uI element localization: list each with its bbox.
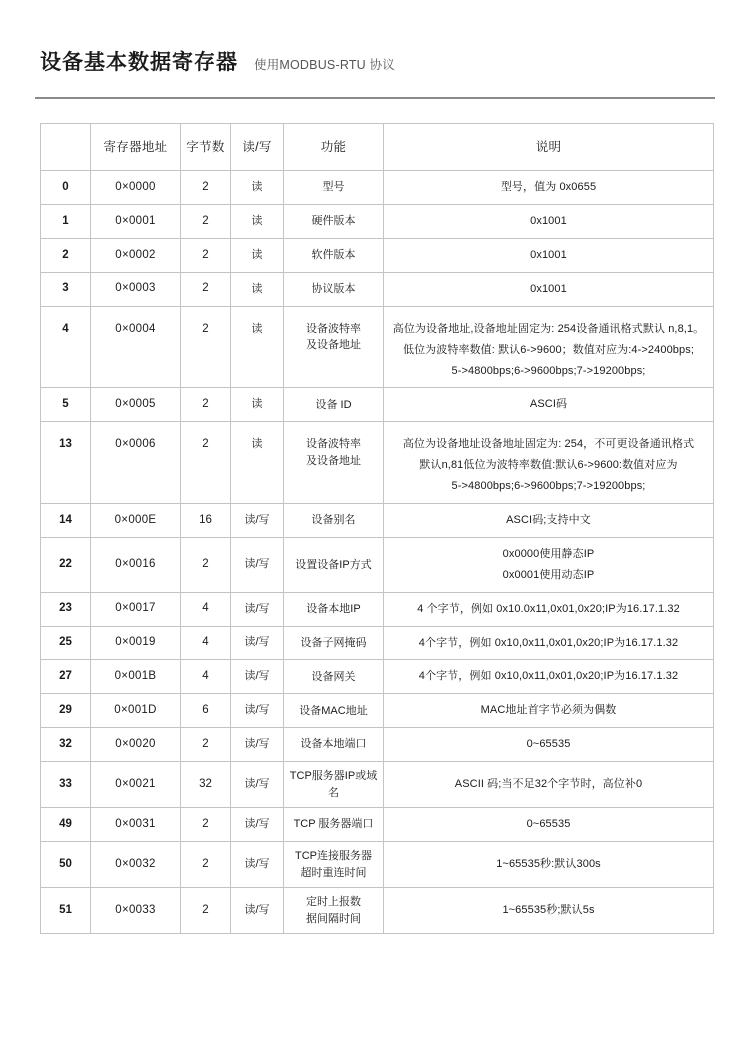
cell-bytes: 2	[181, 272, 231, 306]
table-body	[41, 171, 714, 934]
cell-rw: 读	[231, 272, 284, 306]
cell-line: 高位为设备地址,设备地址固定为: 254设备通讯格式默认 n,8,1。	[392, 322, 705, 335]
table-row	[41, 422, 714, 504]
cell-bytes: 2	[181, 422, 231, 504]
cell-lines	[288, 281, 379, 298]
cell-line: 4个字节，例如 0x10,0x11,0x01,0x20;IP为16.17.1.32	[418, 670, 679, 683]
cell-lines	[388, 700, 709, 721]
cell-line: 超时重连时间	[300, 866, 367, 879]
cell-line: 硬件版本	[311, 215, 356, 228]
cell-func	[284, 694, 384, 728]
cell-line: 定时上报数	[306, 896, 361, 908]
cell-addr: 0×0004	[91, 306, 181, 388]
cell-bytes: 2	[181, 306, 231, 388]
cell-lines	[288, 397, 379, 414]
cell-line: 设备本地端口	[300, 738, 367, 751]
cell-lines	[288, 179, 379, 196]
cell-rw: 读	[231, 388, 284, 422]
cell-desc	[384, 422, 714, 504]
cell-lines	[388, 394, 709, 415]
cell-index: 13	[41, 422, 91, 504]
cell-desc	[384, 537, 714, 592]
cell-line: 设置设备IP方式	[295, 558, 372, 571]
cell-lines	[288, 557, 379, 574]
cell-index: 4	[41, 306, 91, 388]
cell-func	[284, 422, 384, 504]
cell-rw: 读/写	[231, 592, 284, 626]
table-row	[41, 306, 714, 388]
table-row	[41, 388, 714, 422]
cell-desc	[384, 503, 714, 537]
cell-line: MAC地址首字节必须为偶数	[480, 704, 617, 717]
table-row	[41, 808, 714, 842]
cell-lines	[388, 434, 709, 497]
cell-bytes: 2	[181, 808, 231, 842]
cell-line: 4 个字节，例如 0x10.0x11,0x01,0x20;IP为16.17.1.32	[417, 602, 680, 615]
cell-line: 0x1001	[530, 215, 567, 228]
cell-func	[284, 537, 384, 592]
cell-addr: 0×0002	[91, 238, 181, 272]
cell-rw: 读/写	[231, 660, 284, 694]
cell-line: 设备MAC地址	[299, 704, 368, 717]
cell-func	[284, 306, 384, 388]
cell-rw: 读	[231, 238, 284, 272]
cell-bytes: 4	[181, 592, 231, 626]
cell-line: 0x1001	[530, 248, 567, 261]
column-header-desc: 说明	[384, 124, 714, 171]
cell-line: 0x0001使用动态IP	[502, 568, 595, 581]
cell-addr: 0×000E	[91, 503, 181, 537]
cell-addr: 0×0033	[91, 888, 181, 934]
cell-addr: 0×0001	[91, 205, 181, 239]
cell-lines	[288, 768, 379, 801]
cell-lines	[288, 736, 379, 753]
cell-line: 设备本地IP	[306, 602, 361, 615]
table-row	[41, 694, 714, 728]
cell-line: 设备波特率	[306, 322, 361, 335]
cell-index: 32	[41, 728, 91, 762]
cell-addr: 0×0021	[91, 762, 181, 808]
cell-lines	[388, 245, 709, 266]
cell-func	[284, 842, 384, 888]
cell-func	[284, 272, 384, 306]
column-header-rw: 读/写	[231, 124, 284, 171]
cell-lines	[388, 279, 709, 300]
cell-addr: 0×0005	[91, 388, 181, 422]
cell-line: 默认n,81低位为波特率数值:默认6->9600:数值对应为	[419, 459, 678, 472]
cell-lines	[288, 635, 379, 652]
cell-line: TCP服务器IP或域名	[289, 770, 378, 799]
cell-addr: 0×0016	[91, 537, 181, 592]
register-table-container	[40, 123, 713, 934]
cell-line: 0~65535	[526, 738, 571, 751]
cell-addr: 0×0017	[91, 592, 181, 626]
cell-func	[284, 626, 384, 660]
cell-func	[284, 238, 384, 272]
cell-index: 33	[41, 762, 91, 808]
cell-lines	[388, 900, 709, 921]
cell-line: ASCI码;支持中文	[506, 513, 591, 526]
cell-bytes: 4	[181, 626, 231, 660]
cell-lines	[288, 703, 379, 720]
cell-func	[284, 660, 384, 694]
page-title: 设备基本数据寄存器	[40, 51, 238, 74]
cell-lines	[288, 669, 379, 686]
cell-line: TCP 服务器端口	[293, 818, 374, 831]
cell-desc	[384, 272, 714, 306]
table-row	[41, 842, 714, 888]
cell-addr: 0×0003	[91, 272, 181, 306]
column-header-func: 功能	[284, 124, 384, 171]
cell-desc	[384, 388, 714, 422]
cell-bytes: 2	[181, 888, 231, 934]
cell-bytes: 2	[181, 842, 231, 888]
cell-index: 22	[41, 537, 91, 592]
cell-desc	[384, 238, 714, 272]
cell-addr: 0×0019	[91, 626, 181, 660]
table-row	[41, 592, 714, 626]
cell-desc	[384, 205, 714, 239]
cell-line: 5->4800bps;6->9600bps;7->19200bps;	[451, 364, 646, 377]
cell-line: 低位为波特率数值: 默认6->9600；数值对应为:4->2400bps;	[402, 343, 694, 356]
cell-func	[284, 888, 384, 934]
cell-bytes: 2	[181, 728, 231, 762]
cell-bytes: 2	[181, 238, 231, 272]
cell-desc	[384, 888, 714, 934]
cell-rw: 读	[231, 171, 284, 205]
register-table	[40, 123, 714, 934]
cell-rw: 读/写	[231, 888, 284, 934]
cell-func	[284, 808, 384, 842]
cell-bytes: 2	[181, 171, 231, 205]
cell-lines	[288, 848, 379, 881]
cell-line: ASCI码	[529, 398, 568, 411]
cell-func	[284, 205, 384, 239]
cell-func	[284, 762, 384, 808]
cell-lines	[388, 177, 709, 198]
cell-rw: 读/写	[231, 626, 284, 660]
cell-line: 设备 ID	[315, 398, 352, 411]
cell-bytes: 2	[181, 205, 231, 239]
cell-index: 29	[41, 694, 91, 728]
cell-lines	[288, 512, 379, 529]
cell-rw: 读/写	[231, 762, 284, 808]
cell-desc	[384, 306, 714, 388]
cell-desc	[384, 694, 714, 728]
cell-lines	[288, 816, 379, 833]
cell-index: 3	[41, 272, 91, 306]
cell-addr: 0×0020	[91, 728, 181, 762]
cell-line: 5->4800bps;6->9600bps;7->19200bps;	[451, 480, 646, 493]
table-row	[41, 728, 714, 762]
cell-lines	[388, 854, 709, 875]
cell-desc	[384, 626, 714, 660]
column-header-index	[41, 124, 91, 171]
cell-lines	[388, 211, 709, 232]
cell-rw: 读	[231, 205, 284, 239]
table-row	[41, 762, 714, 808]
cell-bytes: 2	[181, 388, 231, 422]
cell-rw: 读/写	[231, 537, 284, 592]
cell-func	[284, 592, 384, 626]
document-header	[35, 0, 715, 75]
cell-line: 协议版本	[311, 283, 356, 296]
cell-rw: 读/写	[231, 808, 284, 842]
cell-rw: 读	[231, 306, 284, 388]
cell-rw: 读	[231, 422, 284, 504]
cell-line: 高位为设备地址设备地址固定为: 254，不可更设备通讯格式	[402, 438, 695, 451]
table-header-row	[41, 124, 714, 171]
cell-rw: 读/写	[231, 842, 284, 888]
cell-desc	[384, 660, 714, 694]
table-row	[41, 537, 714, 592]
cell-bytes: 6	[181, 694, 231, 728]
cell-index: 25	[41, 626, 91, 660]
cell-desc	[384, 762, 714, 808]
cell-addr: 0×0031	[91, 808, 181, 842]
table-row	[41, 626, 714, 660]
cell-line: 4个字节，例如 0x10,0x11,0x01,0x20;IP为16.17.1.32	[418, 636, 679, 649]
cell-desc	[384, 808, 714, 842]
cell-lines	[388, 774, 709, 795]
cell-line: 及设备地址	[306, 339, 361, 352]
cell-index: 5	[41, 388, 91, 422]
cell-rw: 读/写	[231, 503, 284, 537]
page-subtitle: 使用MODBUS-RTU 协议	[254, 58, 395, 72]
cell-addr: 0×0006	[91, 422, 181, 504]
cell-lines	[288, 247, 379, 264]
cell-line: 0x1001	[530, 282, 567, 295]
cell-line: 设备网关	[311, 670, 356, 683]
cell-index: 49	[41, 808, 91, 842]
cell-lines	[288, 436, 379, 469]
cell-index: 50	[41, 842, 91, 888]
cell-line: 设备别名	[311, 514, 356, 527]
table-row	[41, 503, 714, 537]
table-row	[41, 238, 714, 272]
cell-line: 据间隔时间	[306, 912, 361, 925]
cell-line: ASCII 码;当不足32个字节时，高位补0	[454, 778, 643, 791]
table-row	[41, 272, 714, 306]
table-header	[41, 124, 714, 171]
cell-lines	[288, 601, 379, 618]
column-header-addr: 寄存器地址	[91, 124, 181, 171]
cell-lines	[288, 213, 379, 230]
cell-line: 0~65535	[526, 818, 571, 831]
cell-func	[284, 503, 384, 537]
cell-addr: 0×0000	[91, 171, 181, 205]
cell-index: 2	[41, 238, 91, 272]
cell-line: 及设备地址	[306, 454, 361, 467]
cell-lines	[388, 734, 709, 755]
cell-line: 1~65535秒:默认300s	[496, 858, 601, 871]
table-row	[41, 205, 714, 239]
cell-lines	[388, 544, 709, 586]
cell-lines	[288, 894, 379, 927]
cell-lines	[388, 319, 709, 382]
cell-addr: 0×001D	[91, 694, 181, 728]
cell-lines	[388, 510, 709, 531]
cell-lines	[288, 321, 379, 354]
cell-desc	[384, 842, 714, 888]
cell-desc	[384, 728, 714, 762]
table-row	[41, 888, 714, 934]
cell-func	[284, 388, 384, 422]
cell-bytes: 32	[181, 762, 231, 808]
cell-bytes: 4	[181, 660, 231, 694]
cell-desc	[384, 592, 714, 626]
cell-index: 23	[41, 592, 91, 626]
cell-line: 0x0000使用静态IP	[502, 547, 595, 560]
cell-line: 型号	[322, 181, 345, 194]
cell-lines	[388, 599, 709, 620]
table-row	[41, 171, 714, 205]
cell-addr: 0×0032	[91, 842, 181, 888]
cell-rw: 读/写	[231, 728, 284, 762]
cell-lines	[388, 814, 709, 835]
cell-line: 设备子网掩码	[300, 636, 367, 649]
cell-index: 27	[41, 660, 91, 694]
cell-line: 型号，值为 0x0655	[500, 181, 597, 194]
cell-addr: 0×001B	[91, 660, 181, 694]
cell-index: 14	[41, 503, 91, 537]
header-divider	[35, 97, 715, 99]
cell-bytes: 16	[181, 503, 231, 537]
cell-lines	[388, 633, 709, 654]
cell-index: 51	[41, 888, 91, 934]
cell-line: 设备波特率	[306, 438, 361, 451]
cell-index: 1	[41, 205, 91, 239]
cell-line: 软件版本	[311, 249, 356, 262]
cell-rw: 读/写	[231, 694, 284, 728]
cell-lines	[388, 666, 709, 687]
cell-index: 0	[41, 171, 91, 205]
cell-desc	[384, 171, 714, 205]
cell-func	[284, 728, 384, 762]
cell-line: 1~65535秒;默认5s	[502, 904, 595, 917]
cell-line: TCP连接服务器	[295, 850, 372, 862]
table-row	[41, 660, 714, 694]
cell-func	[284, 171, 384, 205]
cell-bytes: 2	[181, 537, 231, 592]
column-header-bytes: 字节数	[181, 124, 231, 171]
